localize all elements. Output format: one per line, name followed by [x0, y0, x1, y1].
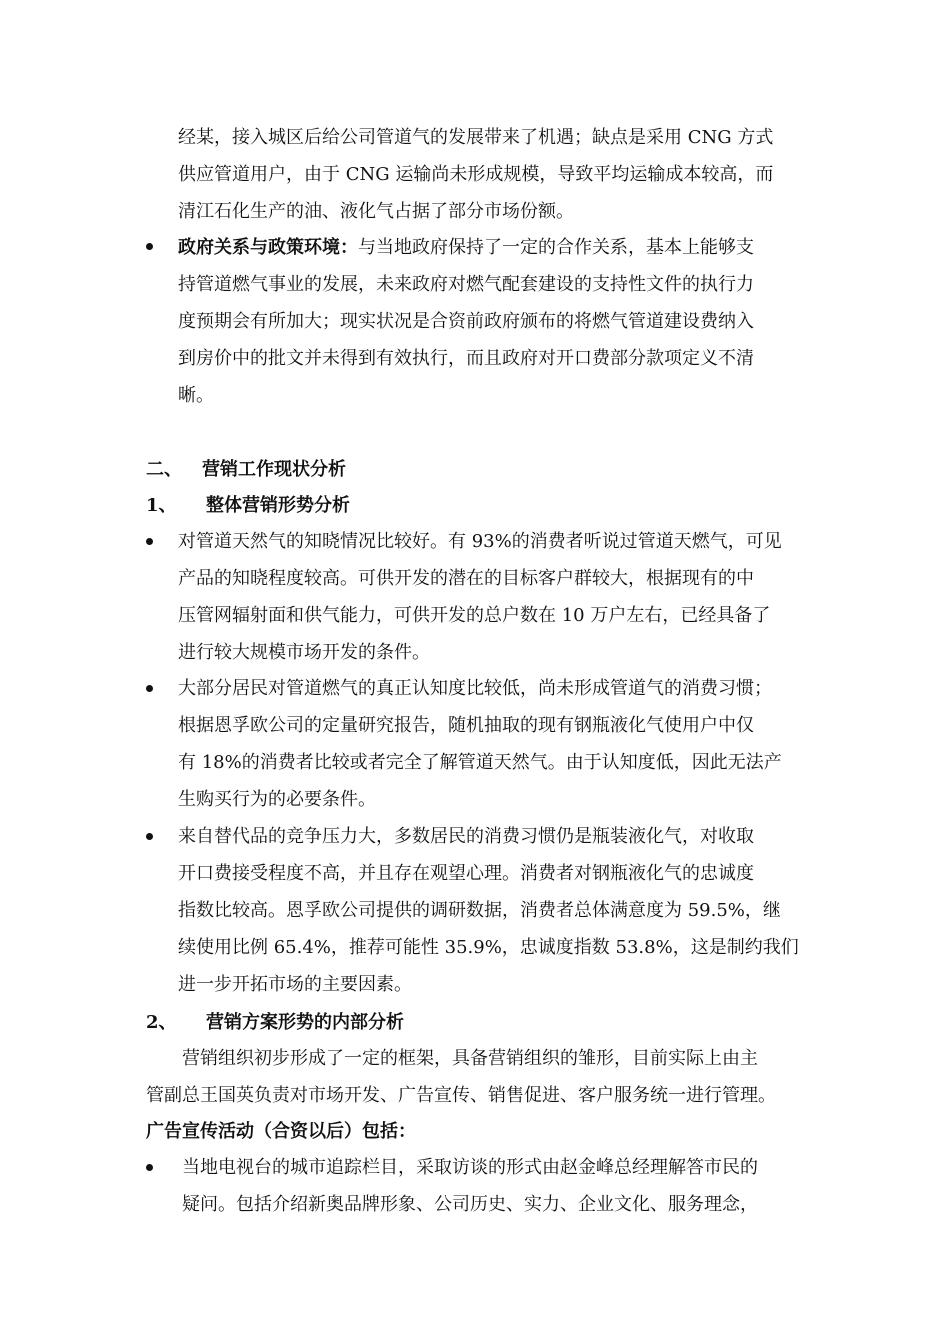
text-line: 生购买行为的必要条件。 [178, 789, 376, 810]
bullet-label: 政府关系与政策环境： [178, 237, 358, 258]
bullet-dot-icon [146, 243, 153, 250]
bullet-dot-icon [146, 685, 153, 692]
ad-activities-heading: 广告宣传活动（合资以后）包括： [146, 1121, 416, 1142]
bullet-dot-icon [146, 1164, 153, 1171]
text-line: 产品的知晓程度较高。可供开发的潜在的目标客户群较大，根据现有的中 [178, 568, 754, 589]
text-line: 管副总王国英负责对市场开发、广告宣传、销售促进、客户服务统一进行管理。 [146, 1085, 776, 1106]
subsection-number: 2、 [146, 1012, 177, 1033]
text-line: 对管道天然气的知晓情况比较好。有 93%的消费者听说过管道天燃气，可见 [178, 531, 782, 552]
bullet-text: 与当地政府保持了一定的合作关系，基本上能够支 [358, 237, 754, 258]
text-line: 经某，接入城区后给公司管道气的发展带来了机遇；缺点是采用 CNG 方式 [178, 127, 774, 148]
text-line: 进一步开拓市场的主要因素。 [178, 974, 412, 995]
text-line: 清江石化生产的油、液化气占据了部分市场份额。 [178, 201, 574, 222]
text-line: 持管道燃气事业的发展，未来政府对燃气配套建设的支持性文件的执行力 [178, 274, 754, 295]
subsection-heading [146, 495, 350, 517]
section-heading [146, 459, 346, 481]
text-line: 来自替代品的竞争压力大，多数居民的消费习惯仍是瓶装液化气，对收取 [178, 826, 754, 847]
text-line: 到房价中的批文并未得到有效执行，而且政府对开口费部分款项定义不清 [178, 348, 754, 369]
text-line: 压管网辐射面和供气能力，可供开发的总户数在 10 万户左右，已经具备了 [178, 605, 771, 626]
bullet-dot-icon [146, 538, 153, 545]
section-title: 营销工作现状分析 [202, 459, 346, 480]
text-line: 晰。 [178, 385, 214, 406]
text-line: 有 18%的消费者比较或者完全了解管道天然气。由于认知度低，因此无法产 [178, 752, 782, 773]
subsection-number: 1、 [146, 495, 177, 516]
text-line: 指数比较高。恩孚欧公司提供的调研数据，消费者总体满意度为 59.5%，继 [178, 900, 781, 921]
subsection-title: 整体营销形势分析 [206, 495, 350, 516]
text-line: 大部分居民对管道燃气的真正认知度比较低，尚未形成管道气的消费习惯； [178, 678, 772, 699]
text-line: 进行较大规模市场开发的条件。 [178, 642, 430, 663]
subsection-heading [146, 1012, 404, 1034]
section-number: 二、 [146, 459, 182, 480]
text-line [178, 237, 754, 259]
text-line: 续使用比例 65.4%，推荐可能性 35.9%，忠诚度指数 53.8%，这是制约我们 [178, 937, 799, 958]
text-line: 营销组织初步形成了一定的框架，具备营销组织的雏形，目前实际上由主 [182, 1048, 758, 1069]
text-line: 根据恩孚欧公司的定量研究报告，随机抽取的现有钢瓶液化气使用户中仅 [178, 715, 754, 736]
text-line: 开口费接受程度不高，并且存在观望心理。消费者对钢瓶液化气的忠诚度 [178, 863, 754, 884]
text-line: 供应管道用户，由于 CNG 运输尚未形成规模，导致平均运输成本较高，而 [178, 164, 774, 185]
text-line: 当地电视台的城市追踪栏目，采取访谈的形式由赵金峰总经理解答市民的 [182, 1157, 758, 1178]
bullet-dot-icon [146, 833, 153, 840]
text-line: 度预期会有所加大；现实状况是合资前政府颁布的将燃气管道建设费纳入 [178, 311, 754, 332]
text-line: 疑问。包括介绍新奥品牌形象、公司历史、实力、企业文化、服务理念， [182, 1194, 758, 1215]
subsection-title: 营销方案形势的内部分析 [206, 1012, 404, 1033]
